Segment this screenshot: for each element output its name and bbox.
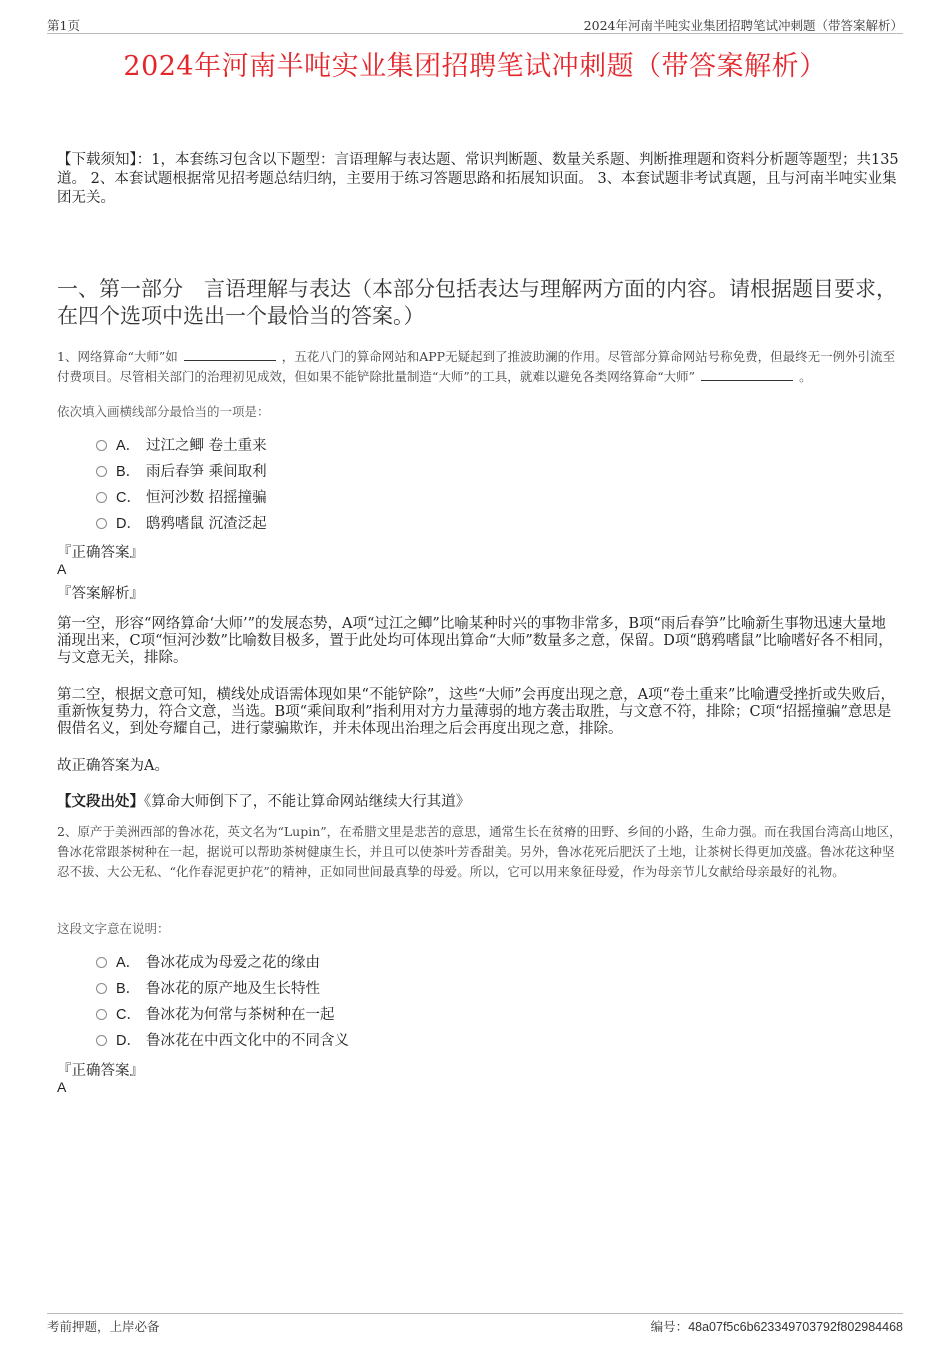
option-c[interactable]: C． 鲁冰花为何常与茶树种在一起 xyxy=(96,1002,496,1028)
radio-circle-icon[interactable] xyxy=(96,466,107,477)
fill-blank-1 xyxy=(184,348,276,361)
answer-value: A xyxy=(57,561,67,577)
answer-value: A xyxy=(57,1079,67,1095)
question-1-options xyxy=(96,433,496,537)
page-footer xyxy=(47,1313,903,1334)
answer-tag: 『正确答案』 xyxy=(57,1063,144,1079)
option-d[interactable]: D． 鲁冰花在中西文化中的不同含义 xyxy=(96,1028,496,1054)
text-source: 【文段出处】《算命大师倒下了，不能让算命网站继续大行其道》 xyxy=(57,793,471,810)
radio-circle-icon[interactable] xyxy=(96,1009,107,1020)
option-b[interactable]: B． 鲁冰花的原产地及生长特性 xyxy=(96,976,496,1002)
analysis-paragraph-1: 第一空，形容“网络算命‘大师’”的发展态势，A项“过江之鲫”比喻某种时兴的事物非常多，B项“雨后春笋”比喻新生事物迅速大量地涌现出来，C项“恒河沙数”比喻数目极多，置于此处均可体现出算命“大师”数量多之意，保留。D项“鸱鸦嗜鼠”比喻嗜好各不相同，与文意无关，排除。 xyxy=(57,616,893,666)
question-2-options xyxy=(96,950,496,1054)
document-title: 2024年河南半吨实业集团招聘笔试冲刺题（带答案解析） xyxy=(123,51,827,82)
document-code: 编号：48a07f5c6b623349703792f802984468 xyxy=(650,1319,903,1334)
option-c[interactable]: C． 恒河沙数 招摇撞骗 xyxy=(96,485,496,511)
download-notice: 【下载须知】：1，本套练习包含以下题型：言语理解与表达题、常识判断题、数量关系题、判断推理题和资料分析题等题型；共135道。 2、本套试题根据常见招考题总结归纳，主要用于练习答题思路和拓展知识面。 3、本套试题非考试真题，且与河南半吨实业集团无关。 xyxy=(57,152,899,206)
radio-circle-icon[interactable] xyxy=(96,440,107,451)
analysis-paragraph-2: 第二空，根据文意可知，横线处成语需体现如果“不能铲除”，这些“大师”会再度出现之意，A项“卷土重来”比喻遭受挫折或失败后，重新恢复势力，符合文意，当选。B项“乘间取利”指利用对方力量薄弱的地方袭击取胜，与文意不符，排除；C项“招摇撞骗”意思是假借名义，到处夸耀自己，进行蒙骗欺诈，并未体现出治理之后会再度出现之意，排除。 xyxy=(57,687,895,737)
radio-circle-icon[interactable] xyxy=(96,983,107,994)
option-d[interactable]: D． 鸱鸦嗜鼠 沉渣泛起 xyxy=(96,511,496,537)
analysis-conclusion: 故正确答案为A。 xyxy=(57,758,169,774)
question-2-text: 2、原产于美洲西部的鲁冰花，英文名为“Lupin”，在希腊文里是悲苦的意思，通常生长在贫瘠的田野、乡间的小路，生命力强。而在我国台湾高山地区，鲁冰花常跟茶树种在一起，据说可以帮助茶树健康生长，并且可以使茶叶芳香甜美。另外，鲁冰花死后肥沃了土地，让茶树长得更加茂盛。鲁冰花这种坚忍不拔、大公无私、“化作春泥更护花”的精神，正如同世间最真挚的母爱。所以，它可以用来象征母爱，作为母亲节儿女献给母亲最好的礼物。 xyxy=(57,824,902,879)
answer-tag: 『正确答案』 xyxy=(57,545,144,561)
question-1-text: 1、网络算命“大师”如 ，五花八门的算命网站和APP无疑起到了推波助澜的作用。尽管部分算命网站号称免费，但最终无一例外引流至付费项目。尽管相关部门的治理初见成效，但如果不能铲除批量制造“大师”的工具，就难以避免各类网络算命“大师” 。 xyxy=(57,349,896,384)
option-a[interactable]: A． 鲁冰花成为母爱之花的缘由 xyxy=(96,950,496,976)
footer-slogan: 考前押题，上岸必备 xyxy=(47,1319,160,1334)
fill-blank-2 xyxy=(701,368,793,381)
radio-circle-icon[interactable] xyxy=(96,1035,107,1046)
analysis-tag: 『答案解析』 xyxy=(57,586,144,602)
section-title: 一、第一部分 言语理解与表达（本部分包括表达与理解两方面的内容。请根据题目要求，在四个选项中选出一个最恰当的答案。） xyxy=(57,277,897,328)
radio-circle-icon[interactable] xyxy=(96,492,107,503)
question-2-stem: 这段文字意在说明： xyxy=(57,921,170,936)
question-1-stem: 依次填入画横线部分最恰当的一项是： xyxy=(57,404,270,419)
radio-circle-icon[interactable] xyxy=(96,518,107,529)
radio-circle-icon[interactable] xyxy=(96,957,107,968)
option-b[interactable]: B． 雨后春笋 乘间取利 xyxy=(96,459,496,485)
header-doc-title: 2024年河南半吨实业集团招聘笔试冲刺题（带答案解析） xyxy=(583,18,903,33)
page-header xyxy=(47,16,903,34)
option-a[interactable]: A． 过江之鲫 卷土重来 xyxy=(96,433,496,459)
page-number: 第1页 xyxy=(47,18,80,33)
